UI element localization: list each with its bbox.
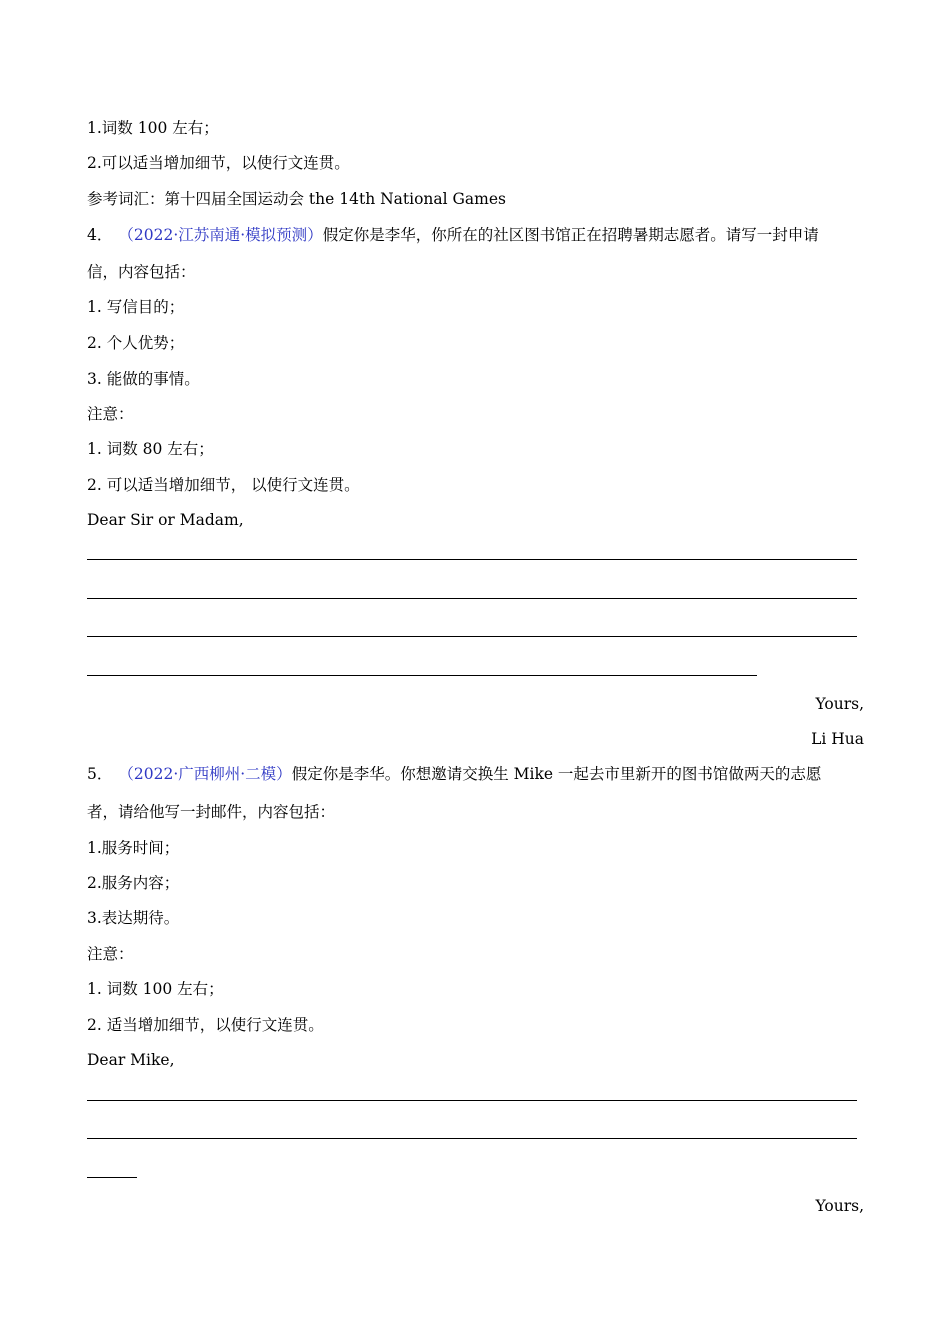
q3-reference-vocabulary: 参考词汇：第十四届全国运动会 the 14th National Games bbox=[87, 190, 506, 208]
q5-point-3: 3.表达期待。 bbox=[87, 909, 180, 927]
q5-salutation: Dear Mike, bbox=[87, 1051, 175, 1069]
q5-note-1: 1. 词数 100 左右； bbox=[87, 980, 224, 998]
q5-prompt-line-2: 者，请给他写一封邮件，内容包括： bbox=[87, 803, 336, 821]
q5-note-2: 2. 适当增加细节，以使行文连贯。 bbox=[87, 1016, 324, 1034]
q4-prompt-line-2: 信，内容包括： bbox=[87, 263, 196, 281]
q4-signature: Li Hua bbox=[811, 730, 864, 748]
q4-answer-line-3 bbox=[87, 636, 857, 637]
q3-requirement-1: 1.词数 100 左右； bbox=[87, 119, 219, 137]
q4-note-2: 2. 可以适当增加细节， 以使行文连贯。 bbox=[87, 476, 360, 494]
q5-prompt-text: 假定你是李华。你想邀请交换生 Mike 一起去市里新开的图书馆做两天的志愿 bbox=[291, 765, 822, 783]
q4-source: （2022·江苏南通·模拟预测） bbox=[118, 226, 323, 244]
q5-source: （2022·广西柳州·二模） bbox=[118, 765, 292, 783]
q4-note-label: 注意： bbox=[87, 405, 134, 423]
q5-note-label: 注意： bbox=[87, 945, 134, 963]
q3-requirement-2: 2.可以适当增加细节，以使行文连贯。 bbox=[87, 154, 350, 172]
q5-answer-line-1 bbox=[87, 1100, 857, 1101]
q5-prompt-line-1 bbox=[87, 764, 821, 784]
q4-closing: Yours, bbox=[815, 695, 864, 713]
q5-answer-line-3 bbox=[87, 1177, 137, 1178]
q5-point-2: 2.服务内容； bbox=[87, 874, 180, 892]
q4-answer-line-1 bbox=[87, 559, 857, 560]
q4-answer-line-4 bbox=[87, 675, 757, 676]
q5-point-1: 1.服务时间； bbox=[87, 839, 180, 857]
q5-closing: Yours, bbox=[815, 1197, 864, 1215]
q4-point-3: 3. 能做的事情。 bbox=[87, 370, 200, 388]
q4-prompt-text: 假定你是李华，你所在的社区图书馆正在招聘暑期志愿者。请写一封申请 bbox=[322, 226, 819, 244]
q4-answer-line-2 bbox=[87, 598, 857, 599]
q4-salutation: Dear Sir or Madam, bbox=[87, 511, 244, 529]
q4-point-2: 2. 个人优势； bbox=[87, 334, 185, 352]
q4-point-1: 1. 写信目的； bbox=[87, 298, 185, 316]
q5-number: 5． bbox=[87, 765, 113, 783]
q4-prompt-line-1 bbox=[87, 225, 819, 245]
q5-answer-line-2 bbox=[87, 1138, 857, 1139]
q4-note-1: 1. 词数 80 左右； bbox=[87, 440, 214, 458]
q4-number: 4． bbox=[87, 226, 113, 244]
